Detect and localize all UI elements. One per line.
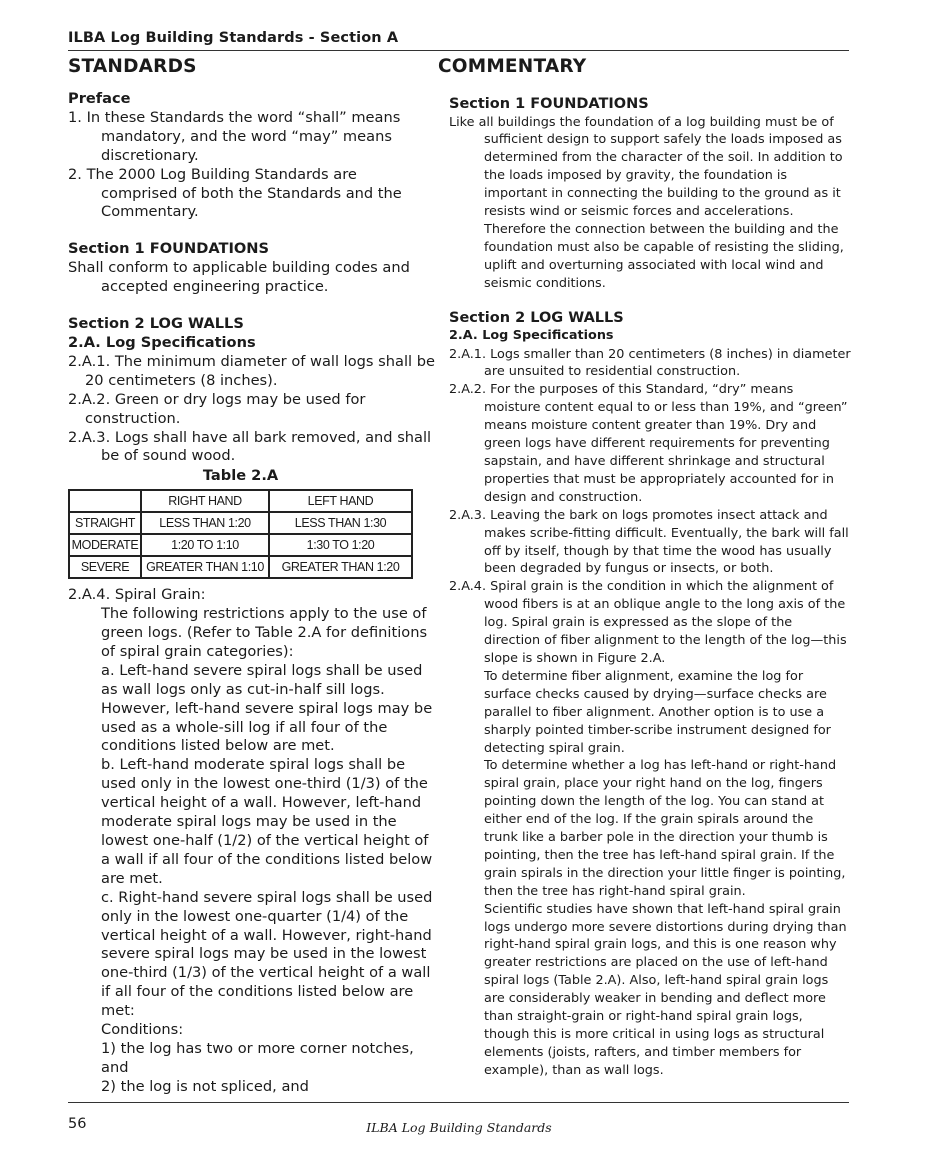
preface-title: Preface: [68, 90, 131, 107]
standard-2a4-paragraph: The following restrictions apply to the use of green logs. (Refer to Table 2.A for definitions of spiral grain categories):: [101, 605, 428, 660]
standard-2a4-paragraph: c. Right-hand severe spiral logs shall be used only in the lowest one-quarter (1/4) of the vertical height of a wall. However, right-hand severe spiral logs may be used in the lowest one-third (1/3) of the vertical height of a wall if all four of the conditions listed below are met:: [101, 888, 433, 1020]
table-cell: 1:30 TO 1:20: [269, 534, 412, 556]
preface-item: 1. In these Standards the word “shall” means mandatory, and the word “may” means discretionary.: [68, 108, 401, 164]
footer-rule: [68, 1102, 849, 1103]
table-row: [69, 556, 412, 578]
commentary-section-1-text: Like all buildings the foundation of a log building must be of sufficient design to support safely the loads imposed as determined from the character of the soil. In addition to the loads imposed by gravity, the foundation is important in connecting the building to the ground as it resists wind or seismic forces and accelerations. Therefore the connection between the building and the foundation must also be capable of resisting the sliding, uplift and overturning associated with local wind and seismic conditions.: [449, 114, 844, 291]
commentary-2a4: 2.A.4. Spiral grain is the condition in which the alignment of wood fibers is at an oblique angle to the long axis of the log. Spiral grain is expressed as the slope of the direction of fiber alignment to the length of the log—this slope is shown in Figure 2.A.: [449, 579, 847, 666]
table-cell: 1:20 TO 1:10: [141, 534, 269, 556]
standard-2a1: 2.A.1. The minimum diameter of wall logs shall be 20 centimeters (8 inches).: [68, 352, 435, 389]
standard-2a4-paragraph: b. Left-hand moderate spiral logs shall be used only in the lowest one-third (1/3) of the vertical height of a wall. However, left-hand moderate spiral logs may be used in the lowest one-half (1/2) of the vertical height of a wall if all four of the conditions listed below are met.: [101, 756, 433, 887]
standards-heading: STANDARDS: [68, 56, 197, 77]
table-cell: GREATER THAN 1:20: [269, 556, 412, 578]
table-header-row: [69, 490, 412, 512]
section-1-text: Shall conform to applicable building codes and accepted engineering practice.: [68, 259, 410, 296]
table-caption: Table 2.A: [202, 467, 279, 485]
spiral-grain-table: [68, 489, 413, 579]
table-header-cell: RIGHT HAND: [141, 490, 269, 512]
running-head: ILBA Log Building Standards - Section A: [68, 30, 399, 46]
preface-item: 2. The 2000 Log Building Standards are comprised of both the Standards and the Commentary.: [68, 165, 402, 221]
standard-2a2: 2.A.2. Green or dry logs may be used for construction.: [68, 390, 366, 427]
commentary-2a4-paragraph: Scientific studies have shown that left-hand spiral grain logs undergo more severe distortions during drying than right-hand spiral grain logs, and this is one reason why greater restrictions are placed on the use of left-hand spiral logs (Table 2.A). Also, left-hand spiral grain logs are considerably weaker in bending and deflect more than straight-grain or right-hand spiral grain logs, though this is more critical in using logs as structural elements (joists, rafters, and timber members for example), than as wall logs.: [484, 901, 847, 1078]
condition-item: 1) the log has two or more corner notches, and: [101, 1039, 414, 1076]
commentary-section-2-title: Section 2 LOG WALLS: [449, 309, 624, 326]
standard-2a4-paragraph: a. Left-hand severe spiral logs shall be used as wall logs only as cut-in-half sill logs. However, left-hand severe spiral logs may be used as a whole-sill log if all four of the conditions listed below are met.: [101, 661, 433, 755]
commentary-2a1: 2.A.1. Logs smaller than 20 centimeters (8 inches) in diameter are unsuited to residential construction.: [449, 346, 851, 380]
table-cell: SEVERE: [69, 556, 141, 578]
table-cell: MODERATE: [69, 534, 141, 556]
commentary-heading: COMMENTARY: [438, 56, 587, 77]
commentary-column: [449, 95, 851, 1080]
section-2a-title: 2.A. Log Specifications: [68, 333, 256, 351]
commentary-section-1-title: Section 1 FOUNDATIONS: [449, 96, 649, 112]
standards-column: [68, 90, 436, 1097]
commentary-2a2: 2.A.2. For the purposes of this Standard, “dry” means moisture content equal to or less than 19%, and “green” means moisture content greater than 19%. Dry and green logs have different requirements for preventing sapstain, and have different shrinkage and structural properties that must be appropriately accounted for in design and construction.: [449, 382, 848, 505]
conditions-label: Conditions:: [101, 1021, 184, 1039]
commentary-section-2a-title: 2.A. Log Specifications: [449, 328, 614, 344]
condition-item: 2) the log is not spliced, and: [101, 1077, 309, 1095]
table-row: [69, 512, 412, 534]
section-2-title: Section 2 LOG WALLS: [68, 315, 244, 333]
table-cell: LESS THAN 1:20: [141, 512, 269, 534]
header-rule: [68, 50, 849, 51]
standard-2a4-title: 2.A.4. Spiral Grain:: [68, 586, 206, 604]
table-cell: GREATER THAN 1:10: [141, 556, 269, 578]
section-1-title: Section 1 FOUNDATIONS: [68, 240, 269, 258]
page-number: 56: [68, 1116, 87, 1132]
commentary-2a3: 2.A.3. Leaving the bark on logs promotes insect attack and makes scribe-fitting difficult. Eventually, the bark will fall off by itself, though by that time the wood has usually been degraded by fungus or insects, or both.: [449, 507, 849, 577]
table-cell: STRAIGHT: [69, 512, 141, 534]
table-cell: LESS THAN 1:30: [269, 512, 412, 534]
footer-title: ILBA Log Building Standards: [366, 1120, 552, 1135]
table-header-cell: [69, 490, 141, 512]
table-header-cell: LEFT HAND: [269, 490, 412, 512]
commentary-2a4-paragraph: To determine fiber alignment, examine the log for surface checks caused by drying—surface checks are parallel to fiber alignment. Another option is to use a sharply pointed timber-scribe instrument designed for detecting spiral grain.: [484, 668, 831, 756]
table-row: [69, 534, 412, 556]
commentary-2a4-paragraph: To determine whether a log has left-hand or right-hand spiral grain, place your right hand on the log, fingers pointing down the length of the log. You can stand at either end of the log. If the grain spirals around the trunk like a barber pole in the direction your thumb is pointing, then the tree has left-hand spiral grain. If the grain spirals in the direction your little finger is pointing, then the tree has right-hand spiral grain.: [484, 758, 846, 899]
standard-2a3: 2.A.3. Logs shall have all bark removed, and shall be of sound wood.: [68, 428, 432, 465]
